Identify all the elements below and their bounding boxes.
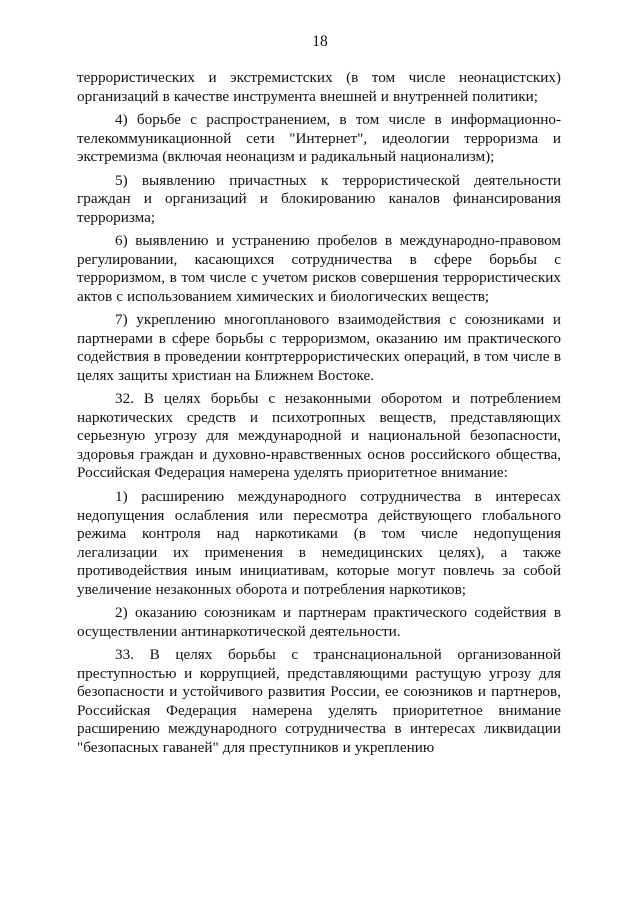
paragraph-item-5: 5) выявлению причастных к террористической деятельности граждан и организаций и блокированию каналов финансирования терроризма;	[77, 171, 561, 226]
paragraph-section-32: 32. В целях борьбы с незаконными оборотом и потреблением наркотических средств и психотропных веществ, представляющих серьезную угрозу для международной и национальной безопасности, здоровья граждан и духовно-нравственных основ российского общества, Российская Федерация намерена уделять приоритетное внимание:	[77, 390, 561, 482]
document-body	[77, 69, 561, 762]
paragraph-continuation: террористических и экстремистских (в том числе неонацистских) организаций в качестве инструмента внешней и внутренней политики;	[77, 69, 561, 105]
paragraph-item-6: 6) выявлению и устранению пробелов в международно-правовом регулировании, касающихся сотрудничества в сфере борьбы с терроризмом, в том числе с учетом рисков совершения террористических актов с использованием химических и биологических веществ;	[77, 232, 561, 305]
paragraph-32-item-2: 2) оказанию союзникам и партнерам практического содействия в осуществлении антинаркотической деятельности.	[77, 604, 561, 640]
paragraph-section-33: 33. В целях борьбы с транснациональной организованной преступностью и коррупцией, представляющими растущую угрозу для безопасности и устойчивого развития России, ее союзников и партнеров, Российская Федерация намерена уделять приоритетное внимание расширению международного сотрудничества в интересах ликвидации "безопасных гаваней" для преступников и укреплению	[77, 646, 561, 756]
paragraph-32-item-1: 1) расширению международного сотрудничества в интересах недопущения ослабления или пересмотра действующего глобального режима контроля над наркотиками (в том числе недопущения легализации их применения в немедицинских целях), а также противодействия иным инициативам, которые могут повлечь за собой увеличение незаконных оборота и потребления наркотиков;	[77, 488, 561, 598]
page-number: 18	[312, 33, 328, 50]
paragraph-item-7: 7) укреплению многопланового взаимодействия с союзниками и партнерами в сфере борьбы с терроризмом, оказанию им практического содействия в проведении контртеррористических операций, в том числе в целях защиты христиан на Ближнем Востоке.	[77, 311, 561, 384]
paragraph-item-4: 4) борьбе с распространением, в том числе в информационно-телекоммуникационной сети "Интернет", идеологии терроризма и экстремизма (включая неонацизм и радикальный национализм);	[77, 111, 561, 166]
